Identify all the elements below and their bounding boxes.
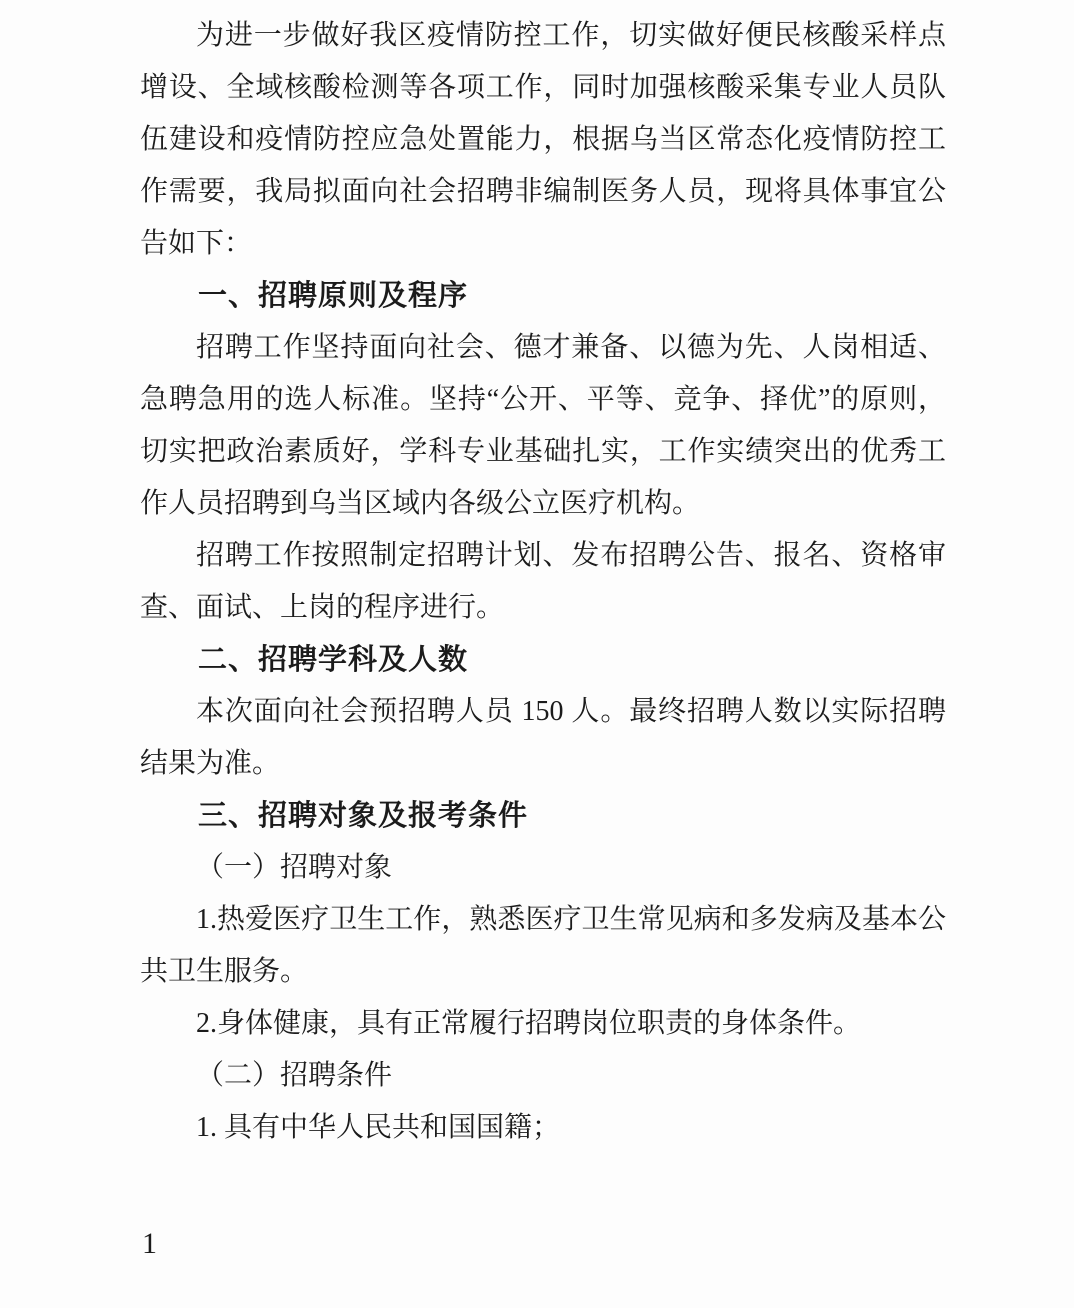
paragraph-target-item-1: 1.热爱医疗卫生工作，熟悉医疗卫生常见病和多发病及基本公共卫生服务。 [140, 904, 946, 987]
section-heading-2: 二、招聘学科及人数 [198, 644, 469, 676]
paragraph-procedure: 招聘工作按照制定招聘计划、发布招聘公告、报名、资格审查、面试、上岗的程序进行。 [140, 540, 946, 623]
subsection-heading-conditions: （二）招聘条件 [196, 1060, 393, 1091]
document-body [140, 10, 946, 1154]
paragraph-principles: 招聘工作坚持面向社会、德才兼备、以德为先、人岗相适、急聘急用的选人标准。坚持“公开、平等、竞争、择优”的原则，切实把政治素质好，学科专业基础扎实，工作实绩突出的优秀工作人员招聘到乌当区域内各级公立医疗机构。 [140, 332, 946, 519]
paragraph-headcount: 本次面向社会预招聘人员 150 人。最终招聘人数以实际招聘结果为准。 [140, 696, 946, 779]
subsection-heading-targets: （一）招聘对象 [196, 852, 393, 883]
page-number: 1 [142, 1227, 157, 1260]
paragraph-target-item-2: 2.身体健康，具有正常履行招聘岗位职责的身体条件。 [196, 1008, 862, 1039]
section-heading-3: 三、招聘对象及报考条件 [198, 800, 529, 832]
paragraph-condition-item-1: 1. 具有中华人民共和国国籍； [196, 1112, 561, 1143]
paragraph-intro: 为进一步做好我区疫情防控工作，切实做好便民核酸采样点增设、全域核酸检测等各项工作，同时加强核酸采集专业人员队伍建设和疫情防控应急处置能力，根据乌当区常态化疫情防控工作需要，我局拟面向社会招聘非编制医务人员，现将具体事宜公告如下： [140, 20, 946, 259]
section-heading-1: 一、招聘原则及程序 [198, 280, 469, 312]
